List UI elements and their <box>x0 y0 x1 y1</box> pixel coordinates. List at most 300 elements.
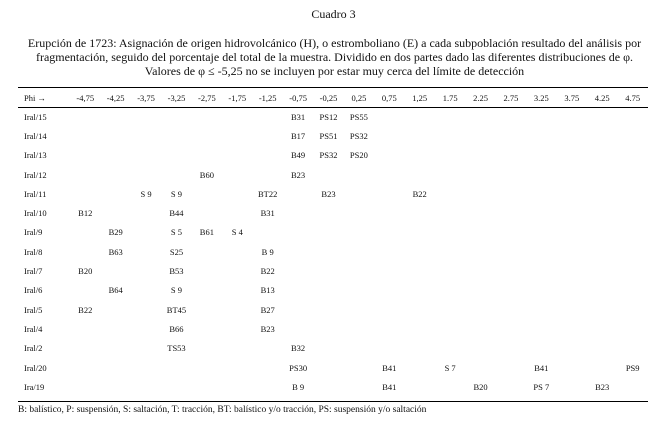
table-cell <box>374 242 404 261</box>
row-label: Iral/10 <box>24 208 47 219</box>
table-cell <box>405 300 435 319</box>
table-bottom-rule <box>18 401 648 402</box>
table-cell: B60 <box>199 169 214 180</box>
table-cell <box>222 146 252 165</box>
table-cell <box>557 203 587 222</box>
table-cell <box>313 203 343 222</box>
table-cell: PS30 <box>289 362 308 373</box>
table-cell <box>405 261 435 280</box>
table-cell <box>313 242 343 261</box>
table-cell <box>374 339 404 358</box>
table-cell <box>161 107 191 126</box>
table-cell: B22 <box>78 304 93 315</box>
row-label: Iral/14 <box>24 130 47 141</box>
table-cell <box>587 339 617 358</box>
table-cell <box>587 107 617 126</box>
table-cell <box>313 319 343 338</box>
column-header: -1,25 <box>258 92 277 103</box>
table-cell <box>252 223 282 242</box>
column-header: 3.75 <box>564 92 580 103</box>
table-cell <box>557 339 587 358</box>
table-cell: S 5 <box>170 227 183 238</box>
table-cell <box>283 300 313 319</box>
row-label: Iral/15 <box>24 111 47 122</box>
table-cell <box>192 184 222 203</box>
table-cell <box>100 165 130 184</box>
row-label: Iral/8 <box>24 246 43 257</box>
row-label: Iral/4 <box>24 323 43 334</box>
table-cell <box>222 281 252 300</box>
table-cell <box>100 339 130 358</box>
table-cell <box>465 146 495 165</box>
table-cell <box>405 319 435 338</box>
table-cell <box>465 242 495 261</box>
table-cell <box>435 223 465 242</box>
table-cell: B20 <box>473 381 488 392</box>
caption-line-1: Erupción de 1723: Asignación de origen hidrovolcánico (H), o estromboliano (E) a cada subpoblación resultado del análisis por <box>27 36 642 50</box>
table-cell <box>161 377 191 396</box>
table-row <box>18 126 648 145</box>
table-cell: B23 <box>260 323 275 334</box>
table-cell: B31 <box>291 111 306 122</box>
table-cell <box>617 319 648 338</box>
table-cell <box>526 126 556 145</box>
table-cell <box>131 358 161 377</box>
table-cell <box>222 358 252 377</box>
table-cell <box>131 319 161 338</box>
row-label: Iral/5 <box>24 304 43 315</box>
table-caption <box>14 36 655 78</box>
table-cell <box>587 165 617 184</box>
table-cell <box>587 184 617 203</box>
table-cell <box>465 261 495 280</box>
table-cell <box>435 319 465 338</box>
table-cell <box>344 223 374 242</box>
table-cell <box>557 126 587 145</box>
table-cell <box>131 165 161 184</box>
table-cell <box>526 203 556 222</box>
column-header: 0,75 <box>381 92 397 103</box>
caption-line-3: Valores de φ ≤ -5,25 no se incluyen por estar muy cerca del límite de detección <box>144 64 525 78</box>
table-cell <box>70 358 100 377</box>
row-label: Iral/13 <box>24 150 47 161</box>
table-cell: PS55 <box>349 111 368 122</box>
table-cell <box>587 203 617 222</box>
table-cell <box>313 300 343 319</box>
table-cell <box>344 165 374 184</box>
table-cell <box>313 281 343 300</box>
table-cell <box>344 358 374 377</box>
table-cell <box>161 165 191 184</box>
table-cell <box>526 242 556 261</box>
table-cell <box>617 223 648 242</box>
row-label: Iral/12 <box>24 169 47 180</box>
table-row <box>18 107 648 126</box>
table-cell <box>587 300 617 319</box>
table-cell <box>192 319 222 338</box>
table-cell <box>617 126 648 145</box>
table-cell: B12 <box>78 208 93 219</box>
table-cell <box>405 165 435 184</box>
table-cell: S 7 <box>444 362 456 373</box>
column-header: -4,25 <box>106 92 125 103</box>
table-row <box>18 146 648 165</box>
table-cell <box>435 165 465 184</box>
table-cell <box>617 146 648 165</box>
table-cell: B27 <box>260 304 275 315</box>
table-cell: B41 <box>382 381 397 392</box>
table-cell: TS53 <box>167 343 186 354</box>
table-cell <box>617 242 648 261</box>
table-cell <box>617 261 648 280</box>
column-header: 0,25 <box>351 92 367 103</box>
table-row <box>18 242 648 261</box>
table-cell: PS20 <box>349 150 368 161</box>
table-cell <box>70 107 100 126</box>
column-header: -2,75 <box>198 92 216 103</box>
table-cell <box>100 319 130 338</box>
table-cell <box>617 165 648 184</box>
table-cell <box>131 223 161 242</box>
table-cell <box>222 184 252 203</box>
table-cell: B23 <box>291 169 306 180</box>
table-cell: PS12 <box>319 111 338 122</box>
table-cell <box>313 377 343 396</box>
table-cell <box>252 146 282 165</box>
table-row <box>18 300 648 319</box>
table-cell <box>465 203 495 222</box>
table-cell <box>70 319 100 338</box>
table-cell: S 9 <box>170 285 183 296</box>
table-cell <box>70 146 100 165</box>
table-cell <box>526 107 556 126</box>
table-cell <box>222 107 252 126</box>
table-cell <box>617 184 648 203</box>
table-cell <box>374 203 404 222</box>
table-cell <box>313 165 343 184</box>
table-cell <box>435 203 465 222</box>
column-header: 4.25 <box>594 92 610 103</box>
table-cell <box>557 223 587 242</box>
table-cell <box>557 358 587 377</box>
table-cell <box>526 184 556 203</box>
table-cell <box>222 377 252 396</box>
table-cell <box>405 107 435 126</box>
table-cell <box>344 261 374 280</box>
table-cell <box>344 339 374 358</box>
table-cell <box>161 126 191 145</box>
table-cell <box>161 146 191 165</box>
table-cell <box>161 358 191 377</box>
table-cell: B 9 <box>292 381 305 392</box>
table-cell <box>131 242 161 261</box>
column-header: -4,75 <box>76 92 95 103</box>
table-cell <box>496 165 526 184</box>
table-cell <box>283 184 313 203</box>
table-cell <box>557 165 587 184</box>
table-cell <box>313 261 343 280</box>
table-cell <box>405 377 435 396</box>
table-cell <box>587 281 617 300</box>
table-cell <box>435 300 465 319</box>
table-cell <box>465 319 495 338</box>
row-label: Iral/6 <box>24 285 43 296</box>
row-label: Iral/20 <box>24 362 47 373</box>
table-cell <box>496 203 526 222</box>
table-cell <box>192 358 222 377</box>
table-cell <box>192 339 222 358</box>
table-cell: PS 7 <box>533 381 550 392</box>
table-cell: PS32 <box>349 130 368 141</box>
table-cell <box>435 126 465 145</box>
table-cell <box>313 223 343 242</box>
column-header: 2.25 <box>473 92 488 103</box>
table-row <box>18 203 648 222</box>
table-cell <box>283 242 313 261</box>
table-cell <box>70 242 100 261</box>
row-label: Iral/9 <box>24 227 43 238</box>
table-cell <box>192 281 222 300</box>
table-cell <box>252 339 282 358</box>
table-cell: B 9 <box>261 246 274 257</box>
table-legend: B: balístico, P: suspensión, S: saltación, T: tracción, BT: balístico y/o tracción, PS: suspensión y/o saltación <box>18 405 427 415</box>
table-cell <box>131 261 161 280</box>
table-cell <box>70 223 100 242</box>
table-cell <box>131 107 161 126</box>
table-cell <box>465 300 495 319</box>
table-cell: B53 <box>169 266 184 277</box>
table-cell <box>496 300 526 319</box>
table-cell: BT45 <box>166 304 187 315</box>
table-cell: B17 <box>291 130 306 141</box>
table-cell: B29 <box>108 227 123 238</box>
table-cell <box>344 300 374 319</box>
table-cell: B22 <box>412 188 427 199</box>
table-cell <box>587 126 617 145</box>
table-cell <box>252 377 282 396</box>
table-cell <box>587 146 617 165</box>
table-row <box>18 223 648 242</box>
table-cell <box>344 203 374 222</box>
table-cell <box>70 165 100 184</box>
table-cell <box>617 300 648 319</box>
table-cell <box>587 261 617 280</box>
table-cell <box>70 126 100 145</box>
table-cell <box>283 319 313 338</box>
table-cell <box>435 146 465 165</box>
table-cell <box>374 126 404 145</box>
table-cell <box>435 184 465 203</box>
column-header: 2.75 <box>503 92 519 103</box>
table-cell <box>252 126 282 145</box>
table-cell: B13 <box>260 285 275 296</box>
table-cell <box>70 339 100 358</box>
table-cell <box>374 281 404 300</box>
row-label: Ira/19 <box>24 381 45 392</box>
table-cell <box>465 281 495 300</box>
table-cell <box>617 339 648 358</box>
row-label: Iral/2 <box>24 343 43 354</box>
table-cell <box>405 223 435 242</box>
table-cell: B49 <box>291 150 306 161</box>
table-cell <box>192 261 222 280</box>
table-cell <box>252 107 282 126</box>
table-cell <box>526 223 556 242</box>
table-cell <box>435 281 465 300</box>
table-cell <box>222 319 252 338</box>
table-cell <box>557 377 587 396</box>
table-cell <box>283 281 313 300</box>
table-cell <box>374 146 404 165</box>
table-cell <box>192 300 222 319</box>
table-cell <box>496 281 526 300</box>
table-cell: B64 <box>108 285 123 296</box>
column-header: 4.75 <box>625 92 641 103</box>
table-cell <box>435 377 465 396</box>
table-cell: BT22 <box>258 188 278 199</box>
table-row <box>18 319 648 338</box>
table-cell <box>526 165 556 184</box>
table-cell: B61 <box>199 227 214 238</box>
table-cell <box>405 339 435 358</box>
table-cell <box>70 184 100 203</box>
table-cell <box>557 242 587 261</box>
table-cell <box>222 126 252 145</box>
table-cell <box>100 107 130 126</box>
table-cell: B31 <box>260 208 275 219</box>
column-header: -0,25 <box>319 92 338 103</box>
table-cell <box>131 339 161 358</box>
table-cell: B23 <box>595 381 610 392</box>
table-cell <box>100 261 130 280</box>
table-row <box>18 184 648 203</box>
table-cell <box>222 300 252 319</box>
data-table <box>18 88 648 396</box>
table-cell <box>374 319 404 338</box>
table-cell <box>465 107 495 126</box>
table-cell <box>496 319 526 338</box>
table-cell <box>587 319 617 338</box>
table-cell <box>192 146 222 165</box>
table-cell <box>435 107 465 126</box>
table-cell <box>283 261 313 280</box>
table-row <box>18 339 648 358</box>
table-cell <box>252 358 282 377</box>
table-cell <box>192 126 222 145</box>
table-cell <box>405 146 435 165</box>
table-cell <box>313 339 343 358</box>
table-cell <box>222 165 252 184</box>
table-cell <box>617 203 648 222</box>
table-cell <box>617 107 648 126</box>
column-header: 3.25 <box>533 92 549 103</box>
table-cell: B41 <box>382 362 397 373</box>
table-cell <box>526 146 556 165</box>
table-cell <box>587 358 617 377</box>
table-row <box>18 377 648 396</box>
column-header: -1,75 <box>228 92 247 103</box>
table-cell <box>405 203 435 222</box>
table-cell <box>192 107 222 126</box>
table-cell: B66 <box>169 323 184 334</box>
table-cell <box>222 203 252 222</box>
table-cell: B63 <box>108 246 123 257</box>
table-cell <box>374 223 404 242</box>
table-cell <box>222 261 252 280</box>
table-cell <box>192 377 222 396</box>
table-cell <box>100 377 130 396</box>
table-cell <box>131 300 161 319</box>
table-cell <box>526 300 556 319</box>
table-row <box>18 358 648 377</box>
table-cell <box>100 126 130 145</box>
column-header: -3,75 <box>137 92 155 103</box>
table-cell <box>100 146 130 165</box>
table-cell <box>344 184 374 203</box>
phi-corner-label: Phi → <box>24 92 46 103</box>
table-cell <box>283 203 313 222</box>
table-cell <box>405 281 435 300</box>
table-cell <box>587 242 617 261</box>
column-header: -0,75 <box>289 92 307 103</box>
table-row <box>18 165 648 184</box>
table-cell <box>496 358 526 377</box>
table-cell: PS32 <box>319 150 338 161</box>
table-cell <box>131 126 161 145</box>
table-row <box>18 281 648 300</box>
table-cell <box>374 107 404 126</box>
table-cell <box>496 339 526 358</box>
table-cell <box>526 281 556 300</box>
table-cell <box>252 165 282 184</box>
table-cell <box>557 300 587 319</box>
table-cell <box>405 358 435 377</box>
table-cell <box>313 358 343 377</box>
table-row <box>18 261 648 280</box>
table-cell <box>557 184 587 203</box>
table-cell <box>496 223 526 242</box>
caption-line-2: fragmentación, seguido del porcentaje del total de la muestra. Dividido en dos partes dado las diferentes distribuciones de φ. <box>35 50 634 64</box>
table-cell: S 9 <box>140 188 152 199</box>
table-cell <box>100 300 130 319</box>
table-cell: PS51 <box>319 130 338 141</box>
table-cell: B23 <box>321 188 336 199</box>
table-cell <box>496 377 526 396</box>
table-cell <box>496 184 526 203</box>
table-cell <box>496 261 526 280</box>
table-cell <box>374 261 404 280</box>
table-cell <box>222 242 252 261</box>
table-cell <box>70 281 100 300</box>
table-cell: B41 <box>534 362 549 373</box>
table-cell <box>344 319 374 338</box>
table-cell <box>192 203 222 222</box>
table-cell <box>617 281 648 300</box>
table-cell <box>100 203 130 222</box>
table-cell <box>587 223 617 242</box>
table-cell <box>100 184 130 203</box>
table-cell <box>465 339 495 358</box>
table-cell <box>192 242 222 261</box>
table-cell <box>374 165 404 184</box>
table-cell <box>222 339 252 358</box>
row-label: Iral/11 <box>24 188 47 199</box>
table-cell: B20 <box>78 266 93 277</box>
table-cell <box>131 146 161 165</box>
column-header: -3,25 <box>167 92 186 103</box>
table-cell <box>496 242 526 261</box>
table-cell <box>526 261 556 280</box>
